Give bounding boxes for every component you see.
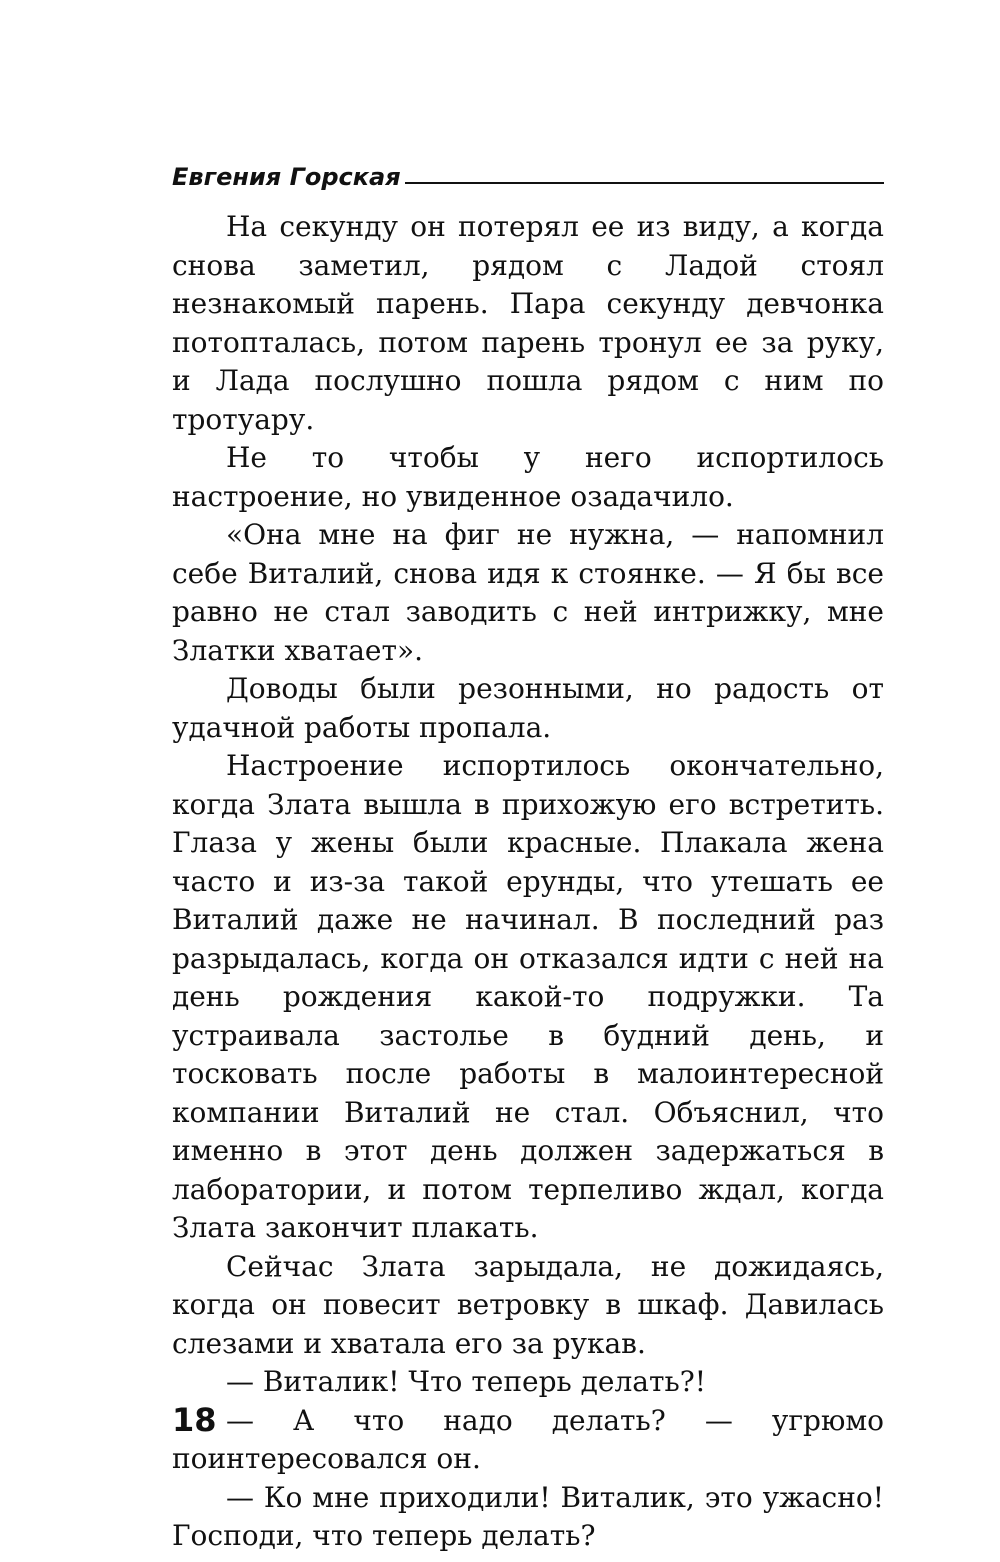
dialogue-line: — Ко мне приходили! Виталик, это ужасно! Господи, что теперь делать? <box>172 1480 884 1552</box>
paragraph: Настроение испортилось окончательно, когда Злата вышла в прихожую его встретить. Глаза у жены были красные. Плакала жена часто и из-за такой ерунды, что утешать ее Виталий даже не начинал. В последний раз разрыдалась, когда он отказался идти с ней на день рождения какой-то подружки. Та устраивала застолье в будний день, и тосковать после работы в малоинтересной компании Виталий не стал. Объяснил, что именно в этот день должен задержаться в лаборатории, и потом терпеливо ждал, когда Злата закончит плакать. <box>172 749 884 1244</box>
dialogue-line: — Виталик! Что теперь делать?! <box>226 1365 706 1398</box>
paragraph: На секунду он потерял ее из виду, а когда снова заметил, рядом с Ладой стоял незнакомый парень. Пара секунду девчонка потопталась, потом парень тронул ее за руку, и Лада послушно пошла рядом с ним по тротуару. <box>172 210 884 436</box>
body-text <box>172 208 884 1556</box>
paragraph: «Она мне на фиг не нужна, — напомнил себе Виталий, снова идя к стоянке. — Я бы все равно не стал заводить с ней интрижку, мне Златки хватает». <box>172 518 884 667</box>
dialogue-line: — А что надо делать? — угрюмо поинтересовался он. <box>172 1403 884 1475</box>
paragraph: Сейчас Злата зарыдала, не дожидаясь, когда он повесит ветровку в шкаф. Давилась слезами и хватала его за рукав. <box>172 1249 884 1360</box>
header-rule <box>405 182 884 184</box>
running-header <box>172 160 884 190</box>
author-name: Евгения Горская <box>172 163 401 191</box>
paragraph: Доводы были резонными, но радость от удачной работы пропала. <box>172 672 884 744</box>
paragraph: Не то чтобы у него испортилось настроение, но увиденное озадачило. <box>172 441 884 513</box>
page-number: 18 <box>172 1401 217 1439</box>
